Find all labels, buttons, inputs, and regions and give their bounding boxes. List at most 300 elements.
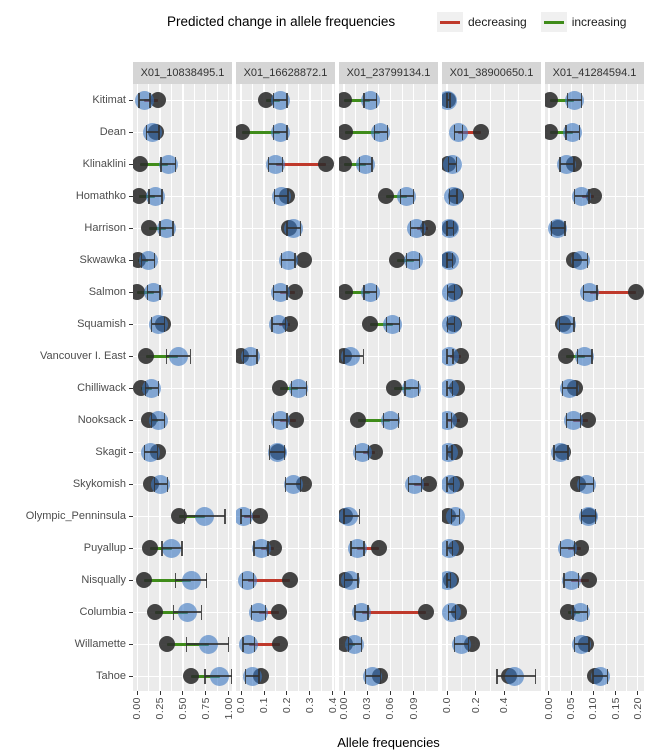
error-bar-cap bbox=[354, 605, 355, 620]
current-dot bbox=[350, 412, 366, 428]
x-tick-label bbox=[441, 697, 453, 718]
error-bar-line bbox=[405, 387, 418, 388]
gridline-v-minor bbox=[378, 84, 379, 691]
error-bar-cap bbox=[271, 317, 272, 332]
error-bar-line bbox=[273, 131, 287, 132]
error-bar-cap bbox=[147, 285, 148, 300]
error-bar-cap bbox=[581, 93, 582, 108]
error-bar-cap bbox=[186, 637, 187, 652]
gridline-v-major bbox=[343, 84, 344, 691]
error-bar-cap bbox=[286, 125, 287, 140]
error-bar-line bbox=[166, 355, 190, 356]
error-bar-line bbox=[374, 131, 387, 132]
change-segment bbox=[362, 611, 426, 614]
error-bar-line bbox=[146, 131, 159, 132]
current-dot bbox=[159, 636, 175, 652]
error-bar-line bbox=[454, 643, 468, 644]
error-bar-line bbox=[563, 387, 577, 388]
facet-panel bbox=[442, 84, 541, 691]
error-bar-cap bbox=[161, 541, 162, 556]
error-bar-cap bbox=[274, 189, 275, 204]
error-bar-cap bbox=[138, 93, 139, 108]
x-tick-label-text: 0.50 bbox=[176, 697, 189, 720]
x-axis-tick bbox=[241, 691, 242, 695]
error-bar-cap bbox=[273, 125, 274, 140]
error-bar-line bbox=[254, 547, 268, 548]
x-tick-label bbox=[610, 697, 622, 724]
error-bar-cap bbox=[201, 605, 202, 620]
current-dot bbox=[133, 188, 147, 204]
error-bar-line bbox=[270, 451, 285, 452]
error-bar-cap bbox=[399, 317, 400, 332]
error-bar-cap bbox=[587, 253, 588, 268]
current-dot bbox=[147, 604, 163, 620]
error-bar-cap bbox=[447, 317, 448, 332]
error-bar-cap bbox=[579, 125, 580, 140]
error-bar-cap bbox=[286, 285, 287, 300]
x-axis-tick bbox=[309, 691, 310, 695]
error-bar-cap bbox=[286, 413, 287, 428]
error-bar-cap bbox=[184, 509, 185, 524]
x-axis-tick bbox=[447, 691, 448, 695]
error-bar-cap bbox=[146, 125, 147, 140]
error-bar-cap bbox=[446, 221, 447, 236]
error-bar-cap bbox=[562, 381, 563, 396]
error-bar-line bbox=[364, 99, 376, 100]
error-bar-cap bbox=[268, 157, 269, 172]
x-tick-label-text: 0.2 bbox=[280, 697, 293, 714]
error-bar-cap bbox=[376, 285, 377, 300]
error-bar-cap bbox=[281, 253, 282, 268]
gridline-v-major bbox=[367, 84, 368, 691]
legend-label: increasing bbox=[571, 15, 627, 29]
y-axis-label: Skwawka bbox=[79, 254, 126, 266]
y-axis-label: Columbia bbox=[79, 606, 126, 618]
error-bar-cap bbox=[204, 669, 205, 684]
error-bar-cap bbox=[563, 573, 564, 588]
error-bar-cap bbox=[166, 349, 167, 364]
current-dot bbox=[339, 284, 353, 300]
current-dot bbox=[581, 572, 597, 588]
facet-strip: X01_38900650.1 bbox=[442, 62, 541, 84]
current-dot bbox=[136, 572, 152, 588]
error-bar-line bbox=[575, 195, 589, 196]
y-axis-tick bbox=[129, 644, 133, 645]
error-bar-cap bbox=[240, 509, 241, 524]
x-tick-label bbox=[361, 697, 373, 724]
y-axis-tick bbox=[129, 580, 133, 581]
current-dot bbox=[272, 380, 288, 396]
error-bar-cap bbox=[455, 605, 456, 620]
facet-strip: X01_16628872.1 bbox=[236, 62, 335, 84]
error-bar-cap bbox=[141, 253, 142, 268]
x-tick-label bbox=[304, 697, 316, 718]
x-tick-label-text: 0.4 bbox=[498, 697, 511, 714]
current-dot bbox=[183, 668, 199, 684]
x-axis-tick bbox=[205, 691, 206, 695]
y-axis-tick bbox=[129, 100, 133, 101]
error-bar-cap bbox=[242, 573, 243, 588]
error-bar-line bbox=[273, 291, 287, 292]
error-bar-cap bbox=[359, 509, 360, 524]
y-axis-label: Puyallup bbox=[83, 542, 126, 554]
error-bar-cap bbox=[446, 573, 447, 588]
error-bar-cap bbox=[291, 381, 292, 396]
error-bar-line bbox=[593, 675, 607, 676]
error-bar-cap bbox=[592, 669, 593, 684]
error-bar-line bbox=[497, 675, 536, 676]
error-bar-cap bbox=[383, 413, 384, 428]
x-axis-tick bbox=[390, 691, 391, 695]
error-bar-line bbox=[243, 643, 255, 644]
error-bar-line bbox=[162, 547, 182, 548]
y-axis-tick bbox=[129, 324, 133, 325]
current-dot bbox=[288, 412, 304, 428]
error-bar-cap bbox=[559, 157, 560, 172]
error-bar-cap bbox=[535, 669, 536, 684]
error-bar-cap bbox=[588, 637, 589, 652]
error-bar-line bbox=[366, 675, 381, 676]
error-bar-cap bbox=[451, 509, 452, 524]
error-bar-cap bbox=[453, 477, 454, 492]
error-bar-cap bbox=[451, 413, 452, 428]
error-bar-cap bbox=[446, 413, 447, 428]
y-axis-label: Vancouver I. East bbox=[39, 350, 126, 362]
current-dot bbox=[473, 124, 489, 140]
error-bar-cap bbox=[419, 253, 420, 268]
y-axis-label: Salmon bbox=[88, 286, 126, 298]
error-bar-cap bbox=[446, 381, 447, 396]
current-dot bbox=[339, 92, 352, 108]
error-bar-line bbox=[561, 547, 575, 548]
error-bar-line bbox=[281, 259, 295, 260]
error-bar-cap bbox=[363, 93, 364, 108]
error-bar-cap bbox=[359, 157, 360, 172]
error-bar-cap bbox=[593, 477, 594, 492]
error-bar-line bbox=[269, 163, 283, 164]
error-bar-cap bbox=[456, 157, 457, 172]
error-bar-line bbox=[242, 579, 253, 580]
gridline-v-minor bbox=[355, 84, 356, 691]
x-tick-label bbox=[408, 697, 420, 724]
error-bar-cap bbox=[446, 445, 447, 460]
error-bar-cap bbox=[579, 477, 580, 492]
error-bar-cap bbox=[454, 125, 455, 140]
error-bar-cap bbox=[574, 189, 575, 204]
error-bar-cap bbox=[410, 221, 411, 236]
error-bar-cap bbox=[567, 93, 568, 108]
error-bar-line bbox=[272, 323, 286, 324]
current-dot bbox=[418, 604, 434, 620]
y-axis-label: Squamish bbox=[77, 318, 126, 330]
y-axis-tick bbox=[129, 356, 133, 357]
error-bar-cap bbox=[566, 413, 567, 428]
error-bar-cap bbox=[151, 413, 152, 428]
x-tick-label-text: 0.3 bbox=[303, 697, 316, 714]
error-bar-line bbox=[564, 579, 578, 580]
error-bar-line bbox=[349, 643, 362, 644]
x-axis-tick bbox=[504, 691, 505, 695]
y-axis-label: Skykomish bbox=[72, 478, 126, 490]
error-bar-cap bbox=[418, 381, 419, 396]
error-bar-line bbox=[566, 131, 579, 132]
error-bar-cap bbox=[175, 573, 176, 588]
y-axis-label: Kitimat bbox=[92, 94, 126, 106]
x-tick-label-text: 0.00 bbox=[131, 697, 144, 720]
error-bar-line bbox=[560, 323, 574, 324]
gridline-v-major bbox=[309, 84, 310, 691]
gridline-v-minor bbox=[217, 84, 218, 691]
error-bar-cap bbox=[421, 477, 422, 492]
error-bar-cap bbox=[574, 541, 575, 556]
gridline-v-minor bbox=[425, 84, 426, 691]
x-tick-label bbox=[131, 697, 143, 724]
error-bar-cap bbox=[287, 189, 288, 204]
error-bar-cap bbox=[286, 221, 287, 236]
gridline-v-major bbox=[228, 84, 229, 691]
error-bar-cap bbox=[572, 253, 573, 268]
error-bar-cap bbox=[159, 221, 160, 236]
x-tick-label-text: 0.20 bbox=[631, 697, 644, 720]
x-tick-label bbox=[200, 697, 212, 724]
facet-panel bbox=[133, 84, 232, 691]
gridline-v-major bbox=[182, 84, 183, 691]
error-bar-line bbox=[287, 227, 301, 228]
error-bar-cap bbox=[343, 509, 344, 524]
x-tick-label bbox=[258, 697, 270, 718]
y-axis-label: Nisqually bbox=[81, 574, 126, 586]
error-bar-cap bbox=[145, 381, 146, 396]
error-bar-line bbox=[142, 259, 155, 260]
x-tick-label-text: 0.1 bbox=[258, 697, 271, 714]
error-bar-line bbox=[400, 195, 413, 196]
y-axis-tick bbox=[129, 260, 133, 261]
error-bar-cap bbox=[164, 317, 165, 332]
error-bar-cap bbox=[422, 221, 423, 236]
error-bar-cap bbox=[452, 381, 453, 396]
error-bar-line bbox=[174, 611, 202, 612]
error-bar-line bbox=[187, 643, 229, 644]
error-bar-cap bbox=[267, 541, 268, 556]
error-bar-cap bbox=[231, 669, 232, 684]
error-bar-line bbox=[575, 643, 589, 644]
error-bar-cap bbox=[595, 509, 596, 524]
y-axis-tick bbox=[129, 164, 133, 165]
gridline-v-major bbox=[637, 84, 638, 691]
x-axis-tick bbox=[264, 691, 265, 695]
error-bar-line bbox=[152, 323, 165, 324]
error-bar-cap bbox=[350, 541, 351, 556]
error-bar-cap bbox=[175, 157, 176, 172]
gridline-v-minor bbox=[490, 84, 491, 691]
error-bar-line bbox=[407, 259, 420, 260]
error-bar-cap bbox=[560, 541, 561, 556]
error-bar-line bbox=[408, 483, 421, 484]
y-axis-label: Olympic_Penninsula bbox=[25, 510, 126, 522]
error-bar-cap bbox=[572, 605, 573, 620]
current-dot bbox=[133, 156, 148, 172]
x-axis-tick bbox=[413, 691, 414, 695]
error-bar-cap bbox=[206, 573, 207, 588]
error-bar-cap bbox=[173, 605, 174, 620]
error-bar-line bbox=[383, 419, 398, 420]
error-bar-cap bbox=[285, 317, 286, 332]
current-dot bbox=[339, 124, 353, 140]
error-bar-line bbox=[145, 387, 158, 388]
x-axis-tick bbox=[367, 691, 368, 695]
y-axis-tick bbox=[129, 228, 133, 229]
x-tick-label-text: 0.0 bbox=[441, 697, 453, 714]
y-axis-label: Skagit bbox=[95, 446, 126, 458]
error-bar-cap bbox=[371, 157, 372, 172]
current-dot bbox=[236, 124, 250, 140]
x-axis-tick bbox=[548, 691, 549, 695]
error-bar-cap bbox=[154, 477, 155, 492]
current-dot bbox=[545, 124, 558, 140]
error-bar-cap bbox=[452, 349, 453, 364]
current-dot bbox=[141, 220, 157, 236]
error-bar-cap bbox=[564, 221, 565, 236]
error-bar-cap bbox=[565, 125, 566, 140]
facet-strip: X01_41284594.1 bbox=[545, 62, 644, 84]
x-tick-label bbox=[223, 697, 235, 724]
y-axis-tick bbox=[129, 132, 133, 133]
error-bar-line bbox=[554, 451, 568, 452]
error-bar-cap bbox=[376, 93, 377, 108]
error-bar-cap bbox=[282, 157, 283, 172]
error-bar-cap bbox=[363, 541, 364, 556]
y-axis-label: Chilliwack bbox=[77, 382, 126, 394]
y-axis-tick bbox=[129, 612, 133, 613]
x-axis-title: Allele frequencies bbox=[337, 735, 440, 750]
gridline-v-minor bbox=[626, 84, 627, 691]
x-axis-tick bbox=[571, 691, 572, 695]
x-tick-label-text: 1.00 bbox=[222, 697, 235, 720]
error-bar-line bbox=[560, 163, 574, 164]
facet-strip: X01_10838495.1 bbox=[133, 62, 232, 84]
current-dot bbox=[371, 540, 387, 556]
error-bar-cap bbox=[284, 445, 285, 460]
x-axis-tick bbox=[475, 691, 476, 695]
gridline-v-minor bbox=[518, 84, 519, 691]
gridline-v-major bbox=[240, 84, 241, 691]
error-bar-cap bbox=[368, 445, 369, 460]
facet-panel bbox=[545, 84, 644, 691]
error-bar-line bbox=[273, 99, 287, 100]
error-bar-cap bbox=[578, 573, 579, 588]
error-bar-cap bbox=[273, 285, 274, 300]
error-bar-cap bbox=[398, 413, 399, 428]
error-bar-cap bbox=[256, 349, 257, 364]
error-bar-cap bbox=[386, 317, 387, 332]
x-axis-tick bbox=[182, 691, 183, 695]
y-axis-label: Harrison bbox=[84, 222, 126, 234]
error-bar-line bbox=[344, 355, 363, 356]
x-tick-label bbox=[565, 697, 577, 724]
error-bar-line bbox=[252, 611, 266, 612]
error-bar-cap bbox=[587, 605, 588, 620]
gridline-v-major bbox=[548, 84, 549, 691]
error-bar-cap bbox=[380, 669, 381, 684]
y-axis-tick bbox=[129, 484, 133, 485]
current-dot bbox=[252, 508, 268, 524]
facet-panel bbox=[236, 84, 335, 691]
error-bar-line bbox=[139, 99, 150, 100]
error-bar-cap bbox=[343, 349, 344, 364]
error-bar-line bbox=[274, 195, 288, 196]
error-bar-cap bbox=[245, 669, 246, 684]
x-tick-label-text: 0.00 bbox=[542, 697, 555, 720]
error-bar-cap bbox=[577, 349, 578, 364]
y-axis-tick bbox=[129, 516, 133, 517]
x-tick-label-text: 0.2 bbox=[469, 697, 482, 714]
error-bar-cap bbox=[172, 221, 173, 236]
error-bar-line bbox=[152, 419, 165, 420]
error-bar-cap bbox=[363, 285, 364, 300]
x-tick-label bbox=[470, 697, 482, 718]
gridline-v-major bbox=[504, 84, 505, 691]
error-bar-cap bbox=[567, 445, 568, 460]
error-bar-cap bbox=[583, 285, 584, 300]
error-bar-cap bbox=[459, 509, 460, 524]
error-bar-line bbox=[580, 483, 594, 484]
error-bar-cap bbox=[374, 125, 375, 140]
error-bar-cap bbox=[300, 477, 301, 492]
error-bar-cap bbox=[468, 637, 469, 652]
y-axis-label: Homathko bbox=[75, 190, 126, 202]
gridline-v-major bbox=[615, 84, 616, 691]
error-bar-line bbox=[581, 515, 595, 516]
error-bar-cap bbox=[344, 573, 345, 588]
error-bar-cap bbox=[574, 637, 575, 652]
error-bar-cap bbox=[149, 93, 150, 108]
error-bar-cap bbox=[448, 605, 449, 620]
error-bar-line bbox=[344, 515, 359, 516]
error-bar-cap bbox=[254, 637, 255, 652]
error-bar-line bbox=[578, 355, 592, 356]
error-bar-cap bbox=[367, 605, 368, 620]
facet-panel bbox=[339, 84, 438, 691]
x-tick-label-text: 0.25 bbox=[154, 697, 167, 720]
y-axis-tick bbox=[129, 420, 133, 421]
error-bar-line bbox=[205, 675, 232, 676]
error-bar-cap bbox=[361, 637, 362, 652]
gridline-v-minor bbox=[604, 84, 605, 691]
error-bar-cap bbox=[454, 317, 455, 332]
error-bar-line bbox=[149, 195, 162, 196]
error-bar-cap bbox=[448, 157, 449, 172]
x-tick-label-text: 0.4 bbox=[326, 697, 339, 714]
error-bar-cap bbox=[285, 477, 286, 492]
x-tick-label bbox=[235, 697, 247, 718]
gridline-v-minor bbox=[321, 84, 322, 691]
error-bar-line bbox=[356, 451, 369, 452]
error-bar-line bbox=[160, 227, 173, 228]
current-dot bbox=[558, 348, 574, 364]
error-bar-cap bbox=[451, 445, 452, 460]
x-tick-label bbox=[384, 697, 396, 724]
error-bar-line bbox=[573, 259, 587, 260]
error-bar-cap bbox=[253, 541, 254, 556]
error-bar-line bbox=[161, 163, 176, 164]
current-dot bbox=[138, 348, 154, 364]
error-bar-cap bbox=[449, 93, 450, 108]
x-axis-tick bbox=[286, 691, 287, 695]
error-bar-cap bbox=[496, 669, 497, 684]
error-bar-line bbox=[551, 227, 565, 228]
error-bar-cap bbox=[251, 605, 252, 620]
error-bar-cap bbox=[452, 253, 453, 268]
